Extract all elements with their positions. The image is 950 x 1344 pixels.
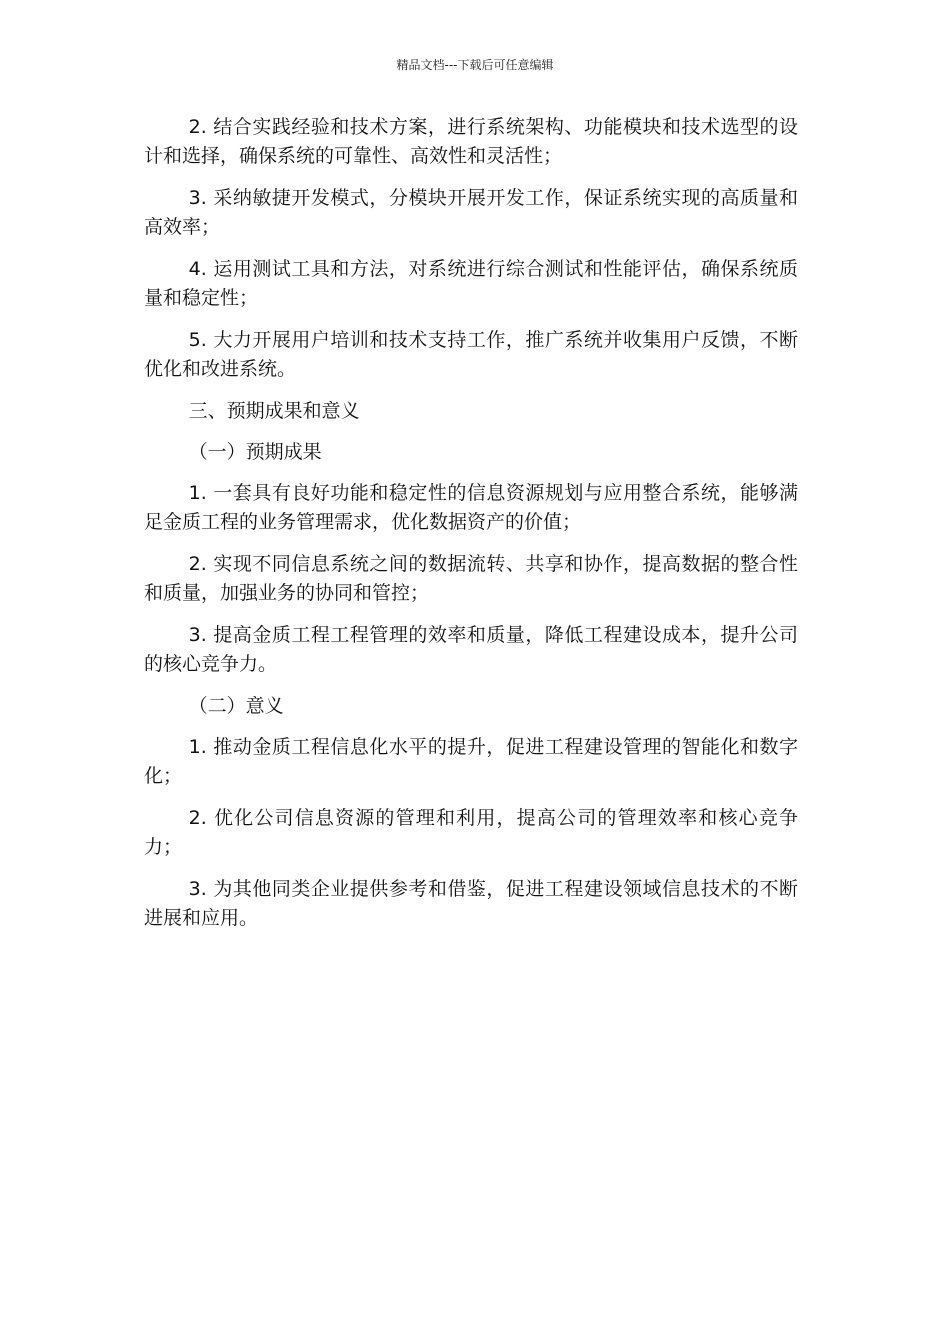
paragraph-significance-2: 2. 优化公司信息资源的管理和利用，提高公司的管理效率和核心竞争力；	[144, 807, 798, 858]
document-body	[144, 113, 798, 946]
subsection-heading-expected-outcomes: （一）预期成果	[188, 441, 322, 463]
page-header: 精品文档---下载后可任意编辑	[396, 58, 554, 72]
paragraph-item-4-testing: 4. 运用测试工具和方法，对系统进行综合测试和性能评估，确保系统质量和稳定性；	[144, 258, 798, 309]
paragraph-item-5-training: 5. 大力开展用户培训和技术支持工作，推广系统并收集用户反馈，不断优化和改进系统。	[144, 329, 798, 380]
paragraph-outcome-1: 1. 一套具有良好功能和稳定性的信息资源规划与应用整合系统，能够满足金质工程的业务管理需求，优化数据资产的价值；	[144, 482, 798, 533]
paragraph-outcome-2: 2. 实现不同信息系统之间的数据流转、共享和协作，提高数据的整合性和质量，加强业务的协同和管控；	[144, 553, 798, 604]
paragraph-outcome-3: 3. 提高金质工程工程管理的效率和质量，降低工程建设成本，提升公司的核心竞争力。	[144, 624, 798, 675]
section-heading-expected-results: 三、预期成果和意义	[188, 400, 360, 422]
paragraph-significance-1: 1. 推动金质工程信息化水平的提升，促进工程建设管理的智能化和数字化；	[144, 736, 798, 787]
paragraph-item-2-design: 2. 结合实践经验和技术方案，进行系统架构、功能模块和技术选型的设计和选择，确保系统的可靠性、高效性和灵活性；	[144, 116, 798, 167]
paragraph-significance-3: 3. 为其他同类企业提供参考和借鉴，促进工程建设领域信息技术的不断进展和应用。	[144, 878, 798, 929]
paragraph-item-3-agile: 3. 采纳敏捷开发模式，分模块开展开发工作，保证系统实现的高质量和高效率；	[144, 187, 798, 238]
subsection-heading-significance: （二）意义	[188, 695, 284, 717]
